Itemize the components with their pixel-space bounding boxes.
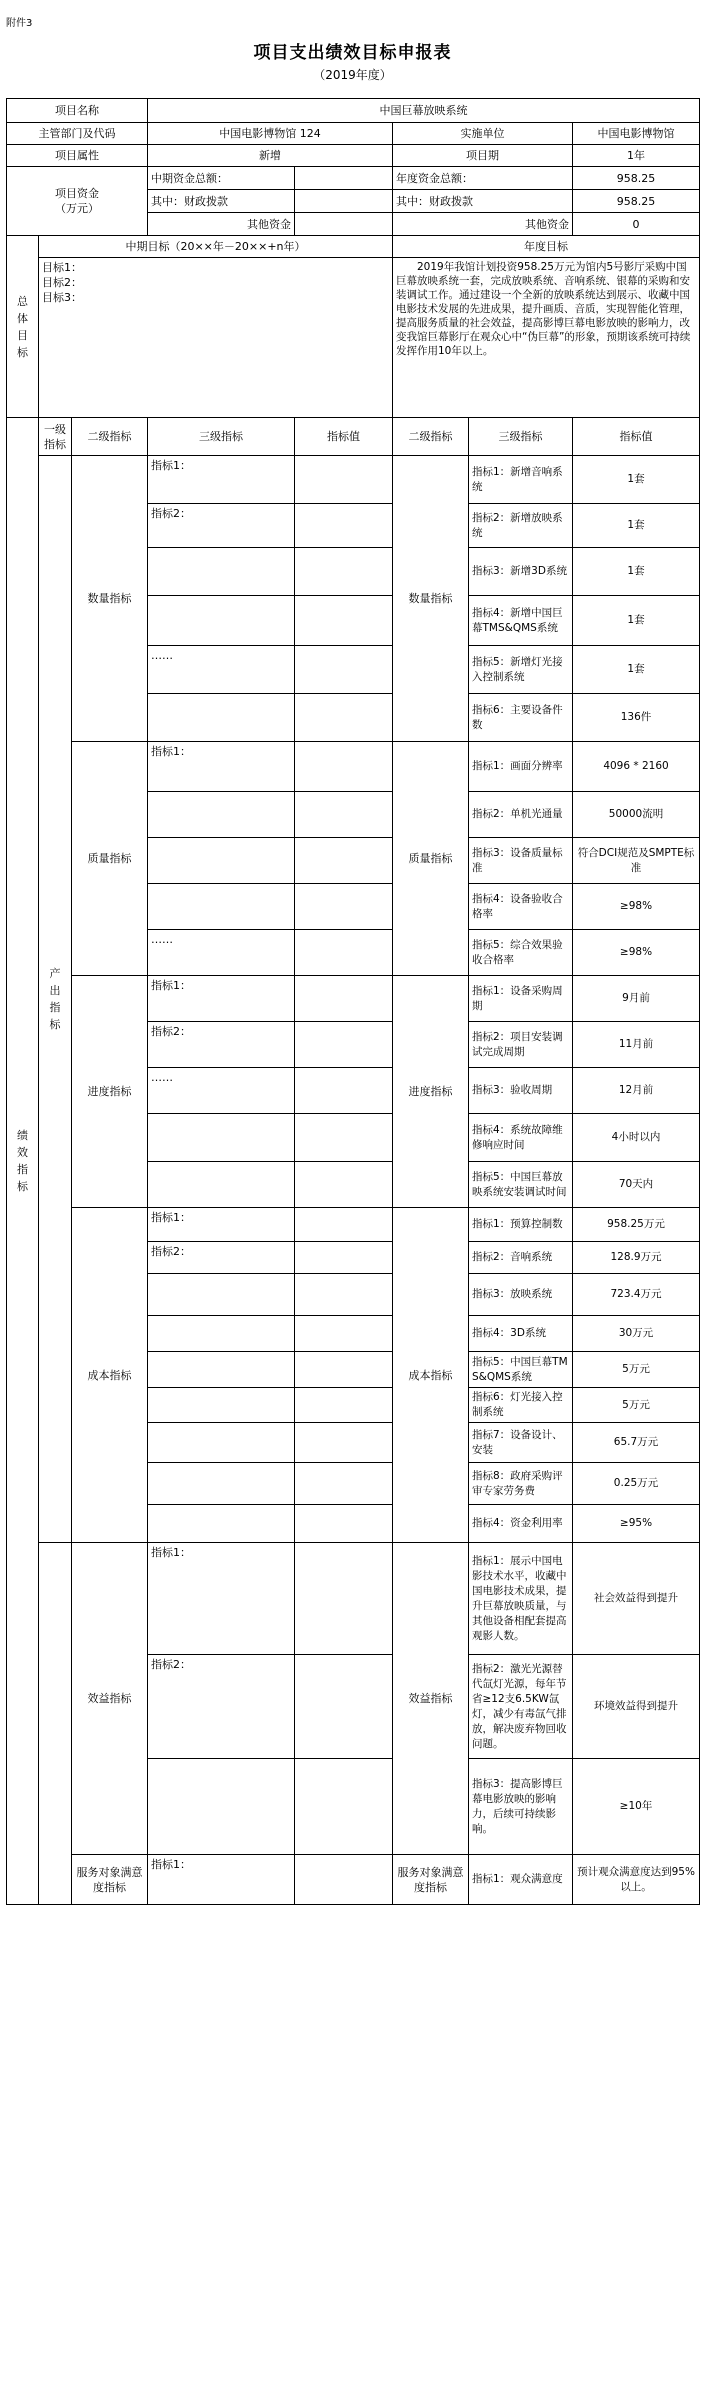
attr-value: 新增 xyxy=(148,145,393,167)
satisfaction-level2-mid: 服务对象满意度指标 xyxy=(72,1855,148,1905)
annual-indicator-value: 4096 * 2160 xyxy=(573,742,700,792)
annual-indicator-name: 指标5：中国巨幕TMS&QMS系统 xyxy=(469,1352,573,1388)
annual-indicator-name: 指标1：新增音响系统 xyxy=(469,456,573,504)
mid-indicator-cell xyxy=(148,1388,295,1423)
progress-level2-mid: 进度指标 xyxy=(72,976,148,1208)
mid-indicator-value xyxy=(295,596,393,646)
level1-empty xyxy=(39,1543,72,1905)
annual-indicator-value: 723.4万元 xyxy=(573,1274,700,1316)
mid-indicator-value xyxy=(295,1068,393,1114)
mid-indicator-value xyxy=(295,1316,393,1352)
period-value: 1年 xyxy=(573,145,700,167)
annual-indicator-name: 指标7：设备设计、安装 xyxy=(469,1423,573,1463)
dept-label: 主管部门及代码 xyxy=(7,123,148,145)
annual-indicator-name: 指标6：灯光接入控制系统 xyxy=(469,1388,573,1423)
annual-indicator-value: 环境效益得到提升 xyxy=(573,1655,700,1759)
annual-indicator-name: 指标2：新增放映系统 xyxy=(469,504,573,548)
quantity-level2-annual: 数量指标 xyxy=(393,456,469,742)
mid-indicator-value xyxy=(295,1208,393,1242)
annual-indicator-name: 指标4：新增中国巨幕TMS&QMS系统 xyxy=(469,596,573,646)
other-fund-value xyxy=(295,213,393,236)
mid-indicator-value xyxy=(295,1114,393,1162)
mid-indicator-cell: 指标1： xyxy=(148,976,295,1022)
dept-value: 中国电影博物馆 124 xyxy=(148,123,393,145)
annual-indicator-name: 指标1：预算控制数 xyxy=(469,1208,573,1242)
mid-indicator-value xyxy=(295,1352,393,1388)
annual-indicator-value: 1套 xyxy=(573,456,700,504)
mid-indicator-cell: …… xyxy=(148,930,295,976)
mid-indicator-cell xyxy=(148,838,295,884)
annual-indicator-value: 1套 xyxy=(573,548,700,596)
annual-indicator-name: 指标4：系统故障维修响应时间 xyxy=(469,1114,573,1162)
mid-indicator-cell: 指标2： xyxy=(148,1022,295,1068)
mid-indicator-value xyxy=(295,1274,393,1316)
annual-indicator-name: 指标3：提高影博巨幕电影放映的影响力，后续可持续影响。 xyxy=(469,1759,573,1855)
annual-indicator-name: 指标3：新增3D系统 xyxy=(469,548,573,596)
mid-indicator-cell xyxy=(148,1162,295,1208)
annual-indicator-value: ≥10年 xyxy=(573,1759,700,1855)
level3-header-annual: 三级指标 xyxy=(469,418,573,456)
annual-indicator-value: 958.25万元 xyxy=(573,1208,700,1242)
mid-indicator-cell: …… xyxy=(148,646,295,694)
mid-indicator-cell: 指标1： xyxy=(148,742,295,792)
page-title: 项目支出绩效目标申报表 xyxy=(253,43,452,63)
mid-indicator-cell xyxy=(148,1463,295,1505)
benefit-level2-mid: 效益指标 xyxy=(72,1543,148,1855)
level3-header-mid: 三级指标 xyxy=(148,418,295,456)
annual-indicator-value: 1套 xyxy=(573,504,700,548)
mid-indicator-value xyxy=(295,1759,393,1855)
annual-indicator-name: 指标4：设备验收合格率 xyxy=(469,884,573,930)
mid-indicator-cell: 指标2： xyxy=(148,504,295,548)
project-name-label: 项目名称 xyxy=(7,99,148,123)
annual-indicator-value: 11月前 xyxy=(573,1022,700,1068)
mid-indicator-value xyxy=(295,1543,393,1655)
annual-indicator-name: 指标5：中国巨幕放映系统安装调试时间 xyxy=(469,1162,573,1208)
performance-table xyxy=(6,98,700,1905)
mid-indicator-cell: 指标1： xyxy=(148,1208,295,1242)
annual-indicator-value: ≥98% xyxy=(573,930,700,976)
annual-indicator-name: 指标4：3D系统 xyxy=(469,1316,573,1352)
mid-indicator-value xyxy=(295,742,393,792)
mid-indicator-value xyxy=(295,884,393,930)
annual-indicator-value: 0.25万元 xyxy=(573,1463,700,1505)
mid-indicator-value xyxy=(295,1242,393,1274)
mid-indicator-value xyxy=(295,1162,393,1208)
mid-indicator-value xyxy=(295,1505,393,1543)
annual-indicator-name: 指标3：验收周期 xyxy=(469,1068,573,1114)
annual-indicator-value: 30万元 xyxy=(573,1316,700,1352)
mid-goal-text: 目标1： 目标2： 目标3： xyxy=(39,258,393,418)
mid-indicator-value xyxy=(295,930,393,976)
level1-header: 一级指标 xyxy=(39,418,72,456)
annual-indicator-name: 指标2：音响系统 xyxy=(469,1242,573,1274)
annual-indicator-name: 指标2：项目安装调试完成周期 xyxy=(469,1022,573,1068)
output-indicator-label: 产 出 指 标 xyxy=(39,456,72,1543)
mid-indicator-cell xyxy=(148,694,295,742)
mid-indicator-cell xyxy=(148,884,295,930)
mid-indicator-cell xyxy=(148,1423,295,1463)
mid-indicator-cell xyxy=(148,1274,295,1316)
quantity-level2-mid: 数量指标 xyxy=(72,456,148,742)
mid-total-label: 中期资金总额： xyxy=(148,167,295,190)
mid-indicator-cell xyxy=(148,1352,295,1388)
mid-indicator-value xyxy=(295,1388,393,1423)
overall-goal-label: 总 体 目 标 xyxy=(7,236,39,418)
year-label: （2019年度） xyxy=(313,68,392,82)
mid-fiscal-value xyxy=(295,190,393,213)
progress-level2-annual: 进度指标 xyxy=(393,976,469,1208)
annual-indicator-name: 指标8：政府采购评审专家劳务费 xyxy=(469,1463,573,1505)
mid-indicator-cell: 指标2： xyxy=(148,1655,295,1759)
mid-indicator-cell: …… xyxy=(148,1068,295,1114)
level2-header-mid: 二级指标 xyxy=(72,418,148,456)
annual-indicator-name: 指标3：设备质量标准 xyxy=(469,838,573,884)
annual-indicator-name: 指标4：资金利用率 xyxy=(469,1505,573,1543)
annual-fiscal-label: 其中：财政拨款 xyxy=(393,190,573,213)
annual-indicator-value: 136件 xyxy=(573,694,700,742)
fund-label: 项目资金 （万元） xyxy=(7,167,148,236)
annual-indicator-value: 1套 xyxy=(573,596,700,646)
mid-indicator-value xyxy=(295,1855,393,1905)
mid-indicator-cell xyxy=(148,548,295,596)
annual-total-label: 年度资金总额： xyxy=(393,167,573,190)
annual-indicator-name: 指标6：主要设备件数 xyxy=(469,694,573,742)
mid-fiscal-label: 其中：财政拨款 xyxy=(148,190,295,213)
annual-indicator-value: 符合DCI规范及SMPTE标准 xyxy=(573,838,700,884)
annual-indicator-name: 指标1：观众满意度 xyxy=(469,1855,573,1905)
cost-level2-mid: 成本指标 xyxy=(72,1208,148,1543)
mid-indicator-value xyxy=(295,976,393,1022)
mid-indicator-cell: 指标1： xyxy=(148,1855,295,1905)
impl-value: 中国电影博物馆 xyxy=(573,123,700,145)
benefit-level2-annual: 效益指标 xyxy=(393,1543,469,1855)
annual-indicator-value: 50000流明 xyxy=(573,792,700,838)
annual-indicator-value: 5万元 xyxy=(573,1388,700,1423)
value-header-mid: 指标值 xyxy=(295,418,393,456)
mid-indicator-value xyxy=(295,646,393,694)
annual-indicator-name: 指标5：综合效果验收合格率 xyxy=(469,930,573,976)
quality-level2-annual: 质量指标 xyxy=(393,742,469,976)
mid-indicator-value xyxy=(295,548,393,596)
mid-indicator-cell xyxy=(148,1316,295,1352)
annual-indicator-value: 128.9万元 xyxy=(573,1242,700,1274)
mid-indicator-cell xyxy=(148,1114,295,1162)
annual-indicator-value: 预计观众满意度达到95%以上。 xyxy=(573,1855,700,1905)
quality-level2-mid: 质量指标 xyxy=(72,742,148,976)
level2-header-annual: 二级指标 xyxy=(393,418,469,456)
annual-indicator-value: 5万元 xyxy=(573,1352,700,1388)
annual-indicator-value: 1套 xyxy=(573,646,700,694)
attr-label: 项目属性 xyxy=(7,145,148,167)
project-name-value: 中国巨幕放映系统 xyxy=(148,99,700,123)
annual-indicator-name: 指标2：激光光源替代氙灯光源，每年节省≥12支6.5KW氙灯，减少有毒氙气排放，解决废弃物回收问题。 xyxy=(469,1655,573,1759)
mid-indicator-value xyxy=(295,792,393,838)
mid-indicator-cell: 指标2： xyxy=(148,1242,295,1274)
annual-indicator-name: 指标1：展示中国电影技术水平，收藏中国电影技术成果，提升巨幕放映质量，与其他设备相配套提高观影人数。 xyxy=(469,1543,573,1655)
period-label: 项目期 xyxy=(393,145,573,167)
mid-indicator-value xyxy=(295,456,393,504)
other-fund-label: 其他资金 xyxy=(148,213,295,236)
impl-label: 实施单位 xyxy=(393,123,573,145)
mid-indicator-value xyxy=(295,504,393,548)
annual-indicator-value: 70天内 xyxy=(573,1162,700,1208)
annual-indicator-value: ≥95% xyxy=(573,1505,700,1543)
mid-indicator-cell: 指标1： xyxy=(148,456,295,504)
annual-indicator-value: 65.7万元 xyxy=(573,1423,700,1463)
annual-indicator-value: 12月前 xyxy=(573,1068,700,1114)
annual-goal-header: 年度目标 xyxy=(393,236,700,258)
mid-goal-header: 中期目标（20××年－20××+n年） xyxy=(39,236,393,258)
annual-indicator-value: 社会效益得到提升 xyxy=(573,1543,700,1655)
annual-indicator-name: 指标5：新增灯光接入控制系统 xyxy=(469,646,573,694)
mid-indicator-value xyxy=(295,1655,393,1759)
mid-indicator-cell xyxy=(148,1759,295,1855)
annual-indicator-name: 指标3：放映系统 xyxy=(469,1274,573,1316)
mid-indicator-cell xyxy=(148,792,295,838)
mid-indicator-value xyxy=(295,1423,393,1463)
annual-goal-text: 2019年我馆计划投资958.25万元为馆内5号影厅采购中国巨幕放映系统一套，完成放映系统、音响系统、银幕的采购和安装调试工作。通过建设一个全新的放映系统达到展示、收藏中国电影技术发展的先进成果，提升画质、音质，实现智能化管理，提高服务质量的社会效益，提高影博巨幕电影放映的影响力，改变我馆巨幕影厅在观众心中“伪巨幕”的形象，预期该系统可持续发挥作用10年以上。 xyxy=(393,258,700,418)
satisfaction-level2-annual: 服务对象满意度指标 xyxy=(393,1855,469,1905)
cost-level2-annual: 成本指标 xyxy=(393,1208,469,1543)
value-header-annual: 指标值 xyxy=(573,418,700,456)
mid-total-value xyxy=(295,167,393,190)
annual-indicator-name: 指标2：单机光通量 xyxy=(469,792,573,838)
mid-indicator-value xyxy=(295,1463,393,1505)
annual-indicator-value: 4小时以内 xyxy=(573,1114,700,1162)
annual-indicator-name: 指标1：画面分辨率 xyxy=(469,742,573,792)
mid-indicator-value xyxy=(295,838,393,884)
attachment-label: 附件3 xyxy=(6,18,33,29)
mid-indicator-cell xyxy=(148,1505,295,1543)
mid-indicator-value xyxy=(295,694,393,742)
annual-other-label: 其他资金 xyxy=(393,213,573,236)
mid-indicator-cell: 指标1： xyxy=(148,1543,295,1655)
annual-indicator-name: 指标1：设备采购周期 xyxy=(469,976,573,1022)
annual-indicator-value: ≥98% xyxy=(573,884,700,930)
mid-indicator-value xyxy=(295,1022,393,1068)
annual-other-value: 0 xyxy=(573,213,700,236)
annual-indicator-value: 9月前 xyxy=(573,976,700,1022)
perf-indicator-label: 绩 效 指 标 xyxy=(7,418,39,1905)
annual-fiscal-value: 958.25 xyxy=(573,190,700,213)
annual-total-value: 958.25 xyxy=(573,167,700,190)
mid-indicator-cell xyxy=(148,596,295,646)
